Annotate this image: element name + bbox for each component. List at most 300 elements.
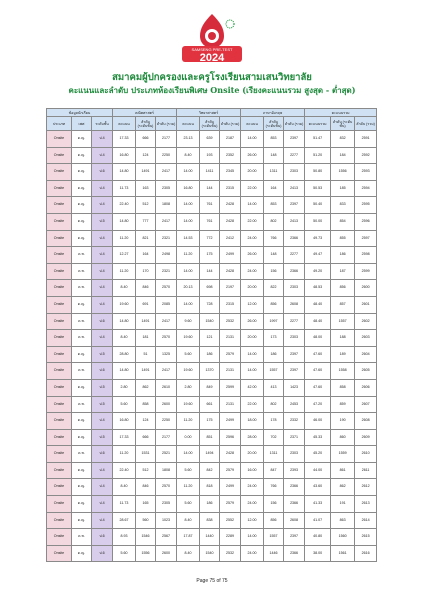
table-cell: 19.60 [177, 330, 200, 347]
table-cell: 19.60 [113, 296, 136, 313]
table-cell: ป.5 [92, 213, 113, 230]
table-cell: 14.00 [177, 213, 200, 230]
table-cell: 1023 [156, 512, 177, 529]
table-cell: 1556 [136, 545, 156, 562]
table-row [47, 164, 377, 181]
table-cell: 2600 [355, 280, 377, 297]
column-header: ลำดับ (รวม) [284, 117, 305, 131]
table-cell: ป.5 [92, 346, 113, 363]
table-cell: 2614 [355, 512, 377, 529]
table-cell: 822 [264, 280, 284, 297]
column-header: ลำดับ (ระดับชั้น) [264, 117, 284, 131]
table-cell: 14.00 [177, 263, 200, 280]
column-header: ลำดับ (ระดับชั้น) [331, 117, 355, 131]
table-cell: 1531 [136, 446, 156, 463]
table-cell: ป.4 [92, 512, 113, 529]
table-cell: 512 [136, 197, 156, 214]
table-row [47, 545, 377, 562]
table-cell: ด.ญ. [72, 131, 92, 148]
column-header: ประเภท [47, 117, 72, 131]
table-cell: Onsite [47, 197, 72, 214]
table-cell: 859 [331, 396, 355, 413]
table-cell: 11.20 [113, 263, 136, 280]
table-cell: ป.4 [92, 247, 113, 264]
table-cell: ป.4 [92, 479, 113, 496]
table-cell: 1325 [156, 346, 177, 363]
table-cell: ด.ญ. [72, 180, 92, 197]
table-cell: 47.60 [305, 363, 331, 380]
table-cell: 857 [331, 296, 355, 313]
table-cell: 512 [136, 462, 156, 479]
table-cell: 2428 [220, 446, 241, 463]
table-cell: 1808 [156, 462, 177, 479]
table-cell: 2177 [156, 429, 177, 446]
table-cell: ด.ญ. [72, 147, 92, 164]
table-cell: ด.ญ. [72, 462, 92, 479]
table-cell: 2177 [156, 131, 177, 148]
table-cell: 2604 [355, 346, 377, 363]
table-cell: 2428 [220, 263, 241, 280]
column-header: เพศ [72, 117, 92, 131]
table-cell: 853 [264, 131, 284, 148]
table-cell: 2599 [220, 379, 241, 396]
table-cell: 761 [200, 197, 220, 214]
table-cell: 2131 [220, 330, 241, 347]
table-cell: 1558 [331, 363, 355, 380]
logo-year: 2024 [199, 52, 225, 64]
column-header: ลำดับ (ระดับชั้น) [136, 117, 156, 131]
table-cell: 11.20 [177, 413, 200, 430]
table-cell: Onsite [47, 462, 72, 479]
table-cell: 186 [200, 496, 220, 513]
table-cell: 2498 [156, 247, 177, 264]
table-cell: 2613 [355, 496, 377, 513]
table-cell: 2250 [156, 147, 177, 164]
table-cell: 1494 [200, 446, 220, 463]
table-cell: 17.33 [113, 429, 136, 446]
table-cell: 2366 [284, 545, 305, 562]
table-cell: ป.4 [92, 263, 113, 280]
table-cell: 8.40 [177, 512, 200, 529]
table-cell: 851 [200, 429, 220, 446]
table-cell: 847 [264, 462, 284, 479]
table-cell: 1423 [284, 379, 305, 396]
table-cell: 144 [200, 180, 220, 197]
table-cell: 1370 [200, 363, 220, 380]
table-cell: 12.27 [113, 247, 136, 264]
table-cell: 156 [264, 263, 284, 280]
table-cell: 2321 [156, 263, 177, 280]
table-cell: Onsite [47, 330, 72, 347]
table-cell: 2397 [284, 363, 305, 380]
table-row [47, 363, 377, 380]
table-row [47, 330, 377, 347]
table-cell: 2428 [220, 197, 241, 214]
table-cell: 858 [331, 379, 355, 396]
table-cell: 2615 [355, 529, 377, 546]
table-cell: ด.ญ. [72, 413, 92, 430]
table-cell: 14.00 [177, 296, 200, 313]
table-cell: 24.00 [241, 230, 264, 247]
table-cell: ด.ช. [72, 263, 92, 280]
table-cell: ป.4 [92, 496, 113, 513]
table-cell: 1540 [200, 313, 220, 330]
table-cell: ป.6 [92, 446, 113, 463]
logo-caption: SAMSENG PRE-TEST [191, 47, 233, 52]
table-cell: ป.4 [92, 147, 113, 164]
table-cell: 2277 [284, 247, 305, 264]
table-cell: 16.80 [113, 147, 136, 164]
table-cell: 2597 [355, 230, 377, 247]
table-cell: 11.73 [113, 496, 136, 513]
table-cell: ด.ช. [72, 446, 92, 463]
table-cell: 124 [136, 147, 156, 164]
table-cell: 14.80 [113, 213, 136, 230]
table-cell: 5.60 [177, 496, 200, 513]
column-header: คะแนนรวม [305, 117, 331, 131]
table-cell: 189 [331, 346, 355, 363]
table-cell: 20.00 [241, 330, 264, 347]
table-cell: 2599 [355, 263, 377, 280]
table-cell: ด.ญ. [72, 164, 92, 181]
table-cell: ด.ช. [72, 280, 92, 297]
table-cell: ป.6 [92, 313, 113, 330]
table-cell: 2598 [355, 247, 377, 264]
table-row [47, 147, 377, 164]
table-cell: 1311 [264, 446, 284, 463]
table-cell: 2303 [284, 446, 305, 463]
table-cell: 51.20 [305, 147, 331, 164]
table-cell: 1557 [264, 363, 284, 380]
table-cell: 832 [331, 131, 355, 148]
samseng-pretest-logo [170, 10, 254, 68]
group-header-total: คะแนนรวม [305, 109, 377, 117]
table-cell: ป.4 [92, 180, 113, 197]
table-cell: 2250 [156, 413, 177, 430]
table-cell: 11.20 [113, 446, 136, 463]
table-cell: Onsite [47, 296, 72, 313]
table-row [47, 263, 377, 280]
table-cell: 661 [200, 396, 220, 413]
table-cell: ด.ช. [72, 330, 92, 347]
score-table [46, 108, 377, 562]
table-cell: 772 [200, 230, 220, 247]
table-cell: 17.87 [177, 529, 200, 546]
table-row [47, 313, 377, 330]
table-cell: 2413 [284, 213, 305, 230]
table-cell: 666 [136, 429, 156, 446]
table-cell: 2428 [220, 213, 241, 230]
table-cell: 11.20 [177, 479, 200, 496]
table-cell: ด.ช. [72, 363, 92, 380]
table-cell: 191 [331, 496, 355, 513]
table-cell: 45.20 [305, 446, 331, 463]
table-cell: ด.ช. [72, 396, 92, 413]
table-cell: 849 [200, 379, 220, 396]
table-cell: 1446 [264, 545, 284, 562]
table-row [47, 496, 377, 513]
table-cell: 22.40 [113, 462, 136, 479]
table-cell: 413 [264, 379, 284, 396]
table-row [47, 346, 377, 363]
table-cell: 855 [331, 230, 355, 247]
table-cell: 2397 [284, 346, 305, 363]
table-cell: 2579 [220, 346, 241, 363]
table-cell: 49.20 [305, 263, 331, 280]
table-cell: 14.53 [177, 230, 200, 247]
table-cell: Onsite [47, 180, 72, 197]
table-cell: 50.00 [305, 213, 331, 230]
table-cell: Onsite [47, 131, 72, 148]
table-cell: 1997 [264, 313, 284, 330]
table-cell: 702 [264, 429, 284, 446]
table-cell: 666 [136, 131, 156, 148]
table-cell: 22.00 [241, 396, 264, 413]
table-cell: ป.6 [92, 164, 113, 181]
table-cell: 24.00 [241, 479, 264, 496]
column-header: ระดับชั้น [92, 117, 113, 131]
table-row [47, 213, 377, 230]
table-cell: 1557 [331, 313, 355, 330]
table-cell: 560 [136, 512, 156, 529]
table-cell: 856 [331, 280, 355, 297]
table-cell: 1556 [331, 164, 355, 181]
table-cell: 854 [331, 213, 355, 230]
table-cell: ป.4 [92, 413, 113, 430]
table-cell: 2.80 [177, 379, 200, 396]
table-cell: 761 [200, 213, 220, 230]
table-cell: 1559 [331, 446, 355, 463]
table-cell: 2608 [284, 512, 305, 529]
table-cell: ป.6 [92, 529, 113, 546]
table-cell: 2601 [355, 296, 377, 313]
table-cell: 148 [264, 147, 284, 164]
table-cell: 838 [200, 512, 220, 529]
table-cell: 2303 [284, 330, 305, 347]
table-cell: ป.4 [92, 280, 113, 297]
table-cell: Onsite [47, 313, 72, 330]
table-cell: 2611 [355, 462, 377, 479]
table-row [47, 230, 377, 247]
column-header: ลำดับ (ระดับชั้น) [200, 117, 220, 131]
table-cell: 11.20 [177, 247, 200, 264]
table-cell: ด.ญ. [72, 496, 92, 513]
table-cell: ด.ญ. [72, 379, 92, 396]
table-cell: 2315 [220, 296, 241, 313]
table-cell: 1491 [136, 313, 156, 330]
table-cell: 5.60 [177, 346, 200, 363]
table-cell: Onsite [47, 545, 72, 562]
table-cell: 833 [331, 197, 355, 214]
table-cell: 2592 [355, 147, 377, 164]
table-cell: ด.ญ. [72, 479, 92, 496]
table-cell: 22.40 [113, 197, 136, 214]
table-cell: 2305 [156, 496, 177, 513]
table-cell: 8.40 [113, 479, 136, 496]
table-cell: 856 [264, 512, 284, 529]
table-cell: 51 [136, 346, 156, 363]
table-cell: 28.80 [113, 346, 136, 363]
table-row [47, 247, 377, 264]
table-cell: ป.4 [92, 296, 113, 313]
table-cell: 2607 [355, 396, 377, 413]
table-cell: 2397 [284, 131, 305, 148]
table-cell: 11.20 [113, 230, 136, 247]
table-cell: 184 [331, 147, 355, 164]
table-cell: 691 [136, 296, 156, 313]
table-cell: Onsite [47, 247, 72, 264]
table-cell: 0.00 [177, 429, 200, 446]
table-cell: 14.00 [241, 131, 264, 148]
table-cell: ด.ญ. [72, 296, 92, 313]
table-cell: 24.00 [241, 496, 264, 513]
table-row [47, 462, 377, 479]
table-cell: 49.47 [305, 247, 331, 264]
table-cell: 22.00 [241, 213, 264, 230]
table-cell: 1411 [200, 164, 220, 181]
table-cell: ด.ช. [72, 247, 92, 264]
table-cell: 2606 [355, 379, 377, 396]
table-cell: Onsite [47, 529, 72, 546]
table-cell: ป.4 [92, 197, 113, 214]
table-cell: Onsite [47, 230, 72, 247]
table-cell: 2453 [284, 396, 305, 413]
table-cell: 40.80 [305, 529, 331, 546]
group-header-math: คณิตศาสตร์ [113, 109, 177, 117]
table-cell: ด.ช. [72, 529, 92, 546]
table-cell: ป.5 [92, 379, 113, 396]
table-cell: 2085 [156, 296, 177, 313]
table-cell: 639 [200, 131, 220, 148]
table-cell: 1491 [136, 164, 156, 181]
table-cell: ด.ญ. [72, 545, 92, 562]
table-cell: 2371 [284, 429, 305, 446]
table-cell: 2608 [284, 296, 305, 313]
table-cell: 2332 [284, 413, 305, 430]
table-row [47, 280, 377, 297]
table-cell: 8.40 [177, 147, 200, 164]
table-cell: 14.00 [177, 197, 200, 214]
table-cell: 175 [200, 413, 220, 430]
table-cell: 2197 [220, 280, 241, 297]
table-cell: 19.60 [177, 396, 200, 413]
table-cell: ด.ญ. [72, 512, 92, 529]
table-cell: 47.60 [305, 346, 331, 363]
table-cell: 846 [136, 479, 156, 496]
table-cell: 2596 [220, 429, 241, 446]
table-cell: 728 [200, 296, 220, 313]
column-header: คะแนน [177, 117, 200, 131]
table-cell: 818 [200, 479, 220, 496]
table-cell: 862 [136, 379, 156, 396]
table-cell: 2366 [284, 230, 305, 247]
table-cell: 862 [331, 479, 355, 496]
table-cell: 2131 [220, 363, 241, 380]
table-cell: 2131 [220, 396, 241, 413]
table-cell: ป.4 [92, 230, 113, 247]
table-cell: 2570 [156, 479, 177, 496]
column-header: คะแนน [241, 117, 264, 131]
table-cell: 2591 [355, 131, 377, 148]
table-cell: 2413 [284, 180, 305, 197]
column-header: ลำดับ (รวม) [220, 117, 241, 131]
table-cell: 2610 [156, 379, 177, 396]
table-cell: 28.00 [241, 429, 264, 446]
table-cell: 2366 [284, 496, 305, 513]
table-cell: 173 [264, 330, 284, 347]
table-cell: 2.80 [113, 379, 136, 396]
table-cell: ด.ญ. [72, 197, 92, 214]
page-title: สมาคมผู้ปกครองและครูโรงเรียนสามเสนวิทยาลัย [112, 72, 312, 83]
table-cell: 858 [136, 396, 156, 413]
table-cell: 2570 [156, 280, 177, 297]
table-cell: 28.67 [113, 512, 136, 529]
table-cell: 2499 [220, 479, 241, 496]
table-cell: 2605 [355, 363, 377, 380]
table-cell: 5.60 [177, 462, 200, 479]
table-cell: 2417 [156, 363, 177, 380]
table-cell: 1557 [264, 529, 284, 546]
table-cell: 175 [200, 247, 220, 264]
table-row [47, 197, 377, 214]
table-cell: 2600 [156, 396, 177, 413]
table-cell: 2366 [284, 479, 305, 496]
table-cell: Onsite [47, 213, 72, 230]
table-row [47, 296, 377, 313]
table-cell: 2602 [355, 313, 377, 330]
table-cell: 2277 [284, 147, 305, 164]
table-cell: 2616 [355, 545, 377, 562]
table-row [47, 479, 377, 496]
table-cell: 48.40 [305, 313, 331, 330]
table-cell: 2595 [355, 197, 377, 214]
table-cell: 19.60 [177, 363, 200, 380]
table-row [47, 529, 377, 546]
table-cell: 193 [200, 147, 220, 164]
table-cell: 821 [136, 230, 156, 247]
table-cell: 2352 [220, 147, 241, 164]
table-cell: 2594 [355, 180, 377, 197]
table-cell: 148 [264, 247, 284, 264]
table-cell: 2532 [220, 545, 241, 562]
column-header: ลำดับ (รวม) [156, 117, 177, 131]
table-cell: 26.00 [241, 313, 264, 330]
group-header-english: ภาษาอังกฤษ [241, 109, 305, 117]
table-row [47, 180, 377, 197]
table-cell: 2570 [156, 330, 177, 347]
table-cell: 14.00 [241, 197, 264, 214]
table-cell: Onsite [47, 363, 72, 380]
table-cell: 2412 [220, 230, 241, 247]
table-cell: 842 [200, 462, 220, 479]
page-subtitle: คะแนนและลำดับ ประเภทห้องเรียนพิเศษ Onsite (เรียงคะแนนรวม สูงสุด - ต่ำสุด) [68, 85, 356, 95]
table-cell: 766 [264, 479, 284, 496]
table-cell: 2600 [156, 545, 177, 562]
table-cell: Onsite [47, 164, 72, 181]
table-cell: 186 [200, 346, 220, 363]
table-cell: Onsite [47, 429, 72, 446]
table-cell: 8.40 [177, 545, 200, 562]
table-cell: 14.80 [113, 363, 136, 380]
table-cell: 50.53 [305, 180, 331, 197]
table-cell: 16.00 [241, 462, 264, 479]
table-cell: ด.ช. [72, 313, 92, 330]
table-cell: 24.00 [241, 263, 264, 280]
table-cell: 186 [264, 346, 284, 363]
table-cell: 14.80 [113, 164, 136, 181]
table-cell: 14.00 [177, 164, 200, 181]
table-row [47, 379, 377, 396]
